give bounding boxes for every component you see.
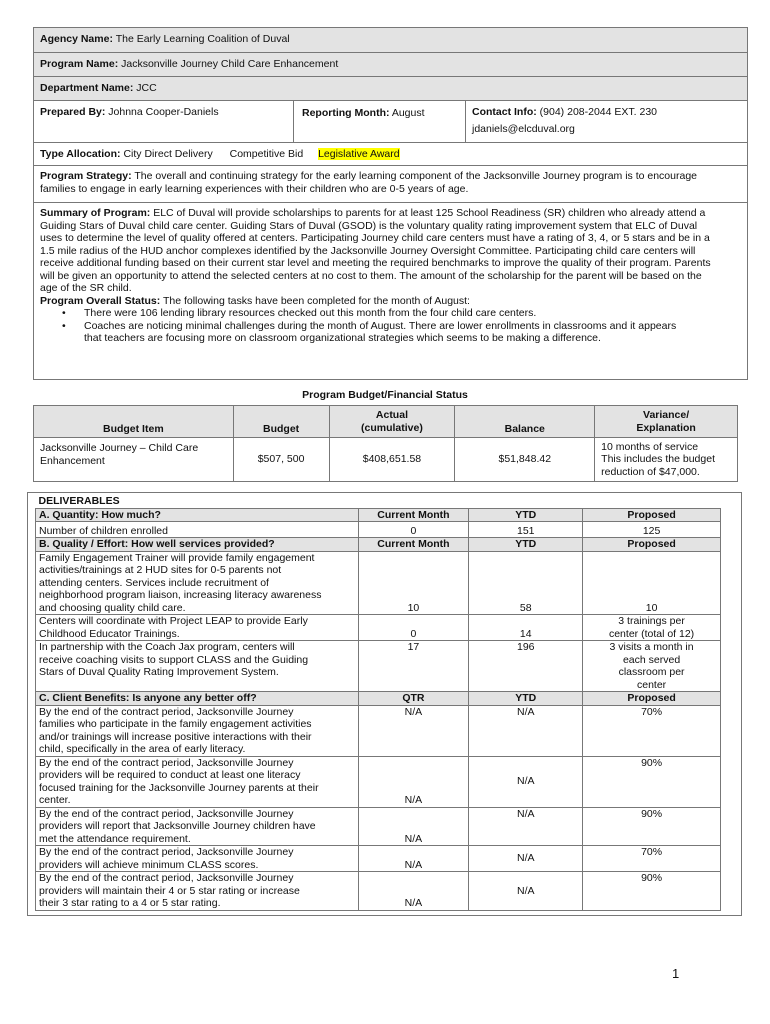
reporting-value: August [391,107,425,119]
status-bullet: • Coaches are noticing minimal challenges during the month of August. There are lower enrollments in classrooms and it appears [84,320,741,333]
b-row-3: In partnership with the Coach Jax program, centers will receive coaching visits to support CLASS and the Guiding Stars of Duval Quality Rating Improvement System. [36,641,359,692]
actual-cell: $408,651.58 [329,438,455,482]
b2-current: 0 [358,615,469,641]
c4-ytd: N/A [469,846,583,872]
b3-ytd: 196 [469,641,583,692]
c4-qtr: N/A [358,846,469,872]
c-row-2: By the end of the contract period, Jacksonville Journey providers will be required to conduct at least one literacy focused training for the Jacksonville Journey parents at their center. [36,756,359,807]
c-row-3: By the end of the contract period, Jacksonville Journey providers will report that Jacksonville Journey children have met the attendance requirement. [36,807,359,846]
deliverables-table [35,495,721,911]
page-number: 1 [672,966,680,981]
col-ytd: YTD [469,538,583,552]
c2-qtr: N/A [358,756,469,807]
reporting-cell [294,101,466,142]
financial-table [33,405,738,482]
financial-title: Program Budget/Financial Status [302,389,468,401]
col-proposed: Proposed [583,508,721,522]
status-bullet-continuation: that teachers are focusing more on classroom organizational strategies which seems to be making a difference. [84,332,601,344]
department-value: JCC [136,82,157,94]
summary-line: 1.5 mile radius of the HUD anchor complexes identified by the Jacksonville Journey Oversight Committee. Participating child care centers will [40,244,696,257]
contact-cell [466,101,748,142]
strategy-text-1: The overall and continuing strategy for the early learning component of the Jacksonville Journey program is to encourage [134,170,697,182]
col-proposed: Proposed [583,538,721,552]
col-current-month: Current Month [358,538,469,552]
section-a-label: A. Quantity: How much? [36,508,359,522]
c1-proposed: 70% [583,705,721,756]
section-b-label: B. Quality / Effort: How well services provided? [36,538,359,552]
program-row [33,52,748,76]
contact-label: Contact Info: [472,106,537,118]
a-row-label: Number of children enrolled [36,522,359,538]
c-row-4: By the end of the contract period, Jacksonville Journey providers will achieve minimum CLASS scores. [36,846,359,872]
a-row-ytd: 151 [469,522,583,538]
c1-qtr: N/A [358,705,469,756]
b2-proposed: 3 trainings per center (total of 12) [583,615,721,641]
col-ytd: YTD [469,508,583,522]
budget-cell: $507, 500 [233,438,329,482]
department-row [33,76,748,100]
col-budget-item: Budget Item [34,406,234,438]
reporting-label: Reporting Month: [302,107,390,119]
col-balance: Balance [455,406,595,438]
col-variance: Variance/ Explanation [595,406,738,438]
col-budget: Budget [233,406,329,438]
c2-proposed: 90% [583,756,721,807]
c3-proposed: 90% [583,807,721,846]
col-actual: Actual (cumulative) [329,406,455,438]
agency-value: The Early Learning Coalition of Duval [115,33,290,45]
summary-line: will be given an opportunity to attend the selected centers at no cost to them. The amount of the scholarship for the parent will be based on the [40,269,702,282]
status-label: Program Overall Status: [40,294,161,307]
summary-line: Guiding Stars of Duval child care center. Guiding Stars of Duval (GSOD) is the voluntary quality rating improvement system that ELC of Duval [40,219,698,232]
agency-label: Agency Name: [40,33,113,45]
contact-phone: (904) 208-2044 EXT. 230 [539,106,658,118]
variance-cell: 10 months of service This includes the budget reduction of $47,000. [595,438,738,482]
program-value: Jacksonville Journey Child Care Enhancement [121,58,339,70]
budget-item-cell: Jacksonville Journey – Child Care Enhancement [34,438,234,482]
contact-email: jdaniels@elcduval.org [472,123,575,135]
prepared-value: Johnna Cooper-Daniels [108,106,219,118]
summary-line: age of the SR child. [40,282,132,294]
strategy-label: Program Strategy: [40,170,132,182]
b-row-1: Family Engagement Trainer will provide family engagement activities/trainings at 2 HUD sites for 0-5 parents not attending centers. Services include recruitment of neighborhood program liaison, increasing literacy awareness and choosing quality child care. [36,551,359,615]
c-row-5: By the end of the contract period, Jacksonville Journey providers will maintain their 4 or 5 star rating or increase their 3 star rating to a 4 or 5 star rating. [36,872,359,911]
program-summary [33,203,748,380]
b3-current: 17 [358,641,469,692]
b-row-2: Centers will coordinate with Project LEAP to provide Early Childhood Educator Trainings. [36,615,359,641]
status-bullets [84,307,741,345]
department-label: Department Name: [40,82,134,94]
a-row-proposed: 125 [583,522,721,538]
section-c-label: C. Client Benefits: Is anyone any better off? [36,692,359,706]
status-text: The following tasks have been completed for the month of August: [162,294,470,307]
deliverables-title: DELIVERABLES [38,495,120,507]
summary-line: ELC of Duval will provide scholarships to parents for at least 125 School Readiness (SR) children who already attend a [153,207,706,219]
b1-current: 10 [358,551,469,615]
agency-row [33,27,748,52]
c3-ytd: N/A [469,807,583,846]
c-row-1: By the end of the contract period, Jacksonville Journey families who participate in the family engagement activities and/or trainings will increase positive interactions with their child, specifically in the area of early literacy. [36,705,359,756]
c5-proposed: 90% [583,872,721,911]
c2-ytd: N/A [469,756,583,807]
c5-ytd: N/A [469,872,583,911]
type-option-competitive: Competitive Bid [229,148,304,160]
program-strategy [33,165,748,203]
c5-qtr: N/A [358,872,469,911]
b1-ytd: 58 [469,551,583,615]
type-label: Type Allocation: [40,148,121,160]
c3-qtr: N/A [358,807,469,846]
program-label: Program Name: [40,58,119,70]
summary-line: receive additional funding based on their current star level and meeting the required benchmarks to improve the quality of their program. Parents [40,257,711,269]
prepared-label: Prepared By: [40,106,106,118]
status-bullet: • There were 106 lending library resources checked out this month from the four child care centers. [84,307,741,320]
type-allocation-row [33,142,748,165]
col-current-month: Current Month [358,508,469,522]
c4-proposed: 70% [583,846,721,872]
col-ytd: YTD [469,692,583,706]
summary-label: Summary of Program: [40,207,151,219]
col-qtr: QTR [358,692,469,706]
type-option-city: City Direct Delivery [123,148,213,160]
b2-ytd: 14 [469,615,583,641]
strategy-text-2: families to engage in early learning experiences with their children who are 0-5 years of age. [40,182,469,195]
c1-ytd: N/A [469,705,583,756]
summary-line: uses to determine the level of quality offered at centers. Participating Journey child care centers must have a rating of 3, 4, or 5 stars and be in a [40,232,710,244]
col-proposed: Proposed [583,692,721,706]
balance-cell: $51,848.42 [455,438,595,482]
b3-proposed: 3 visits a month in each served classroom per center [583,641,721,692]
a-row-current: 0 [358,522,469,538]
type-option-legislative: Legislative Award [318,148,400,160]
prepared-row [33,100,748,142]
b1-proposed: 10 [583,551,721,615]
